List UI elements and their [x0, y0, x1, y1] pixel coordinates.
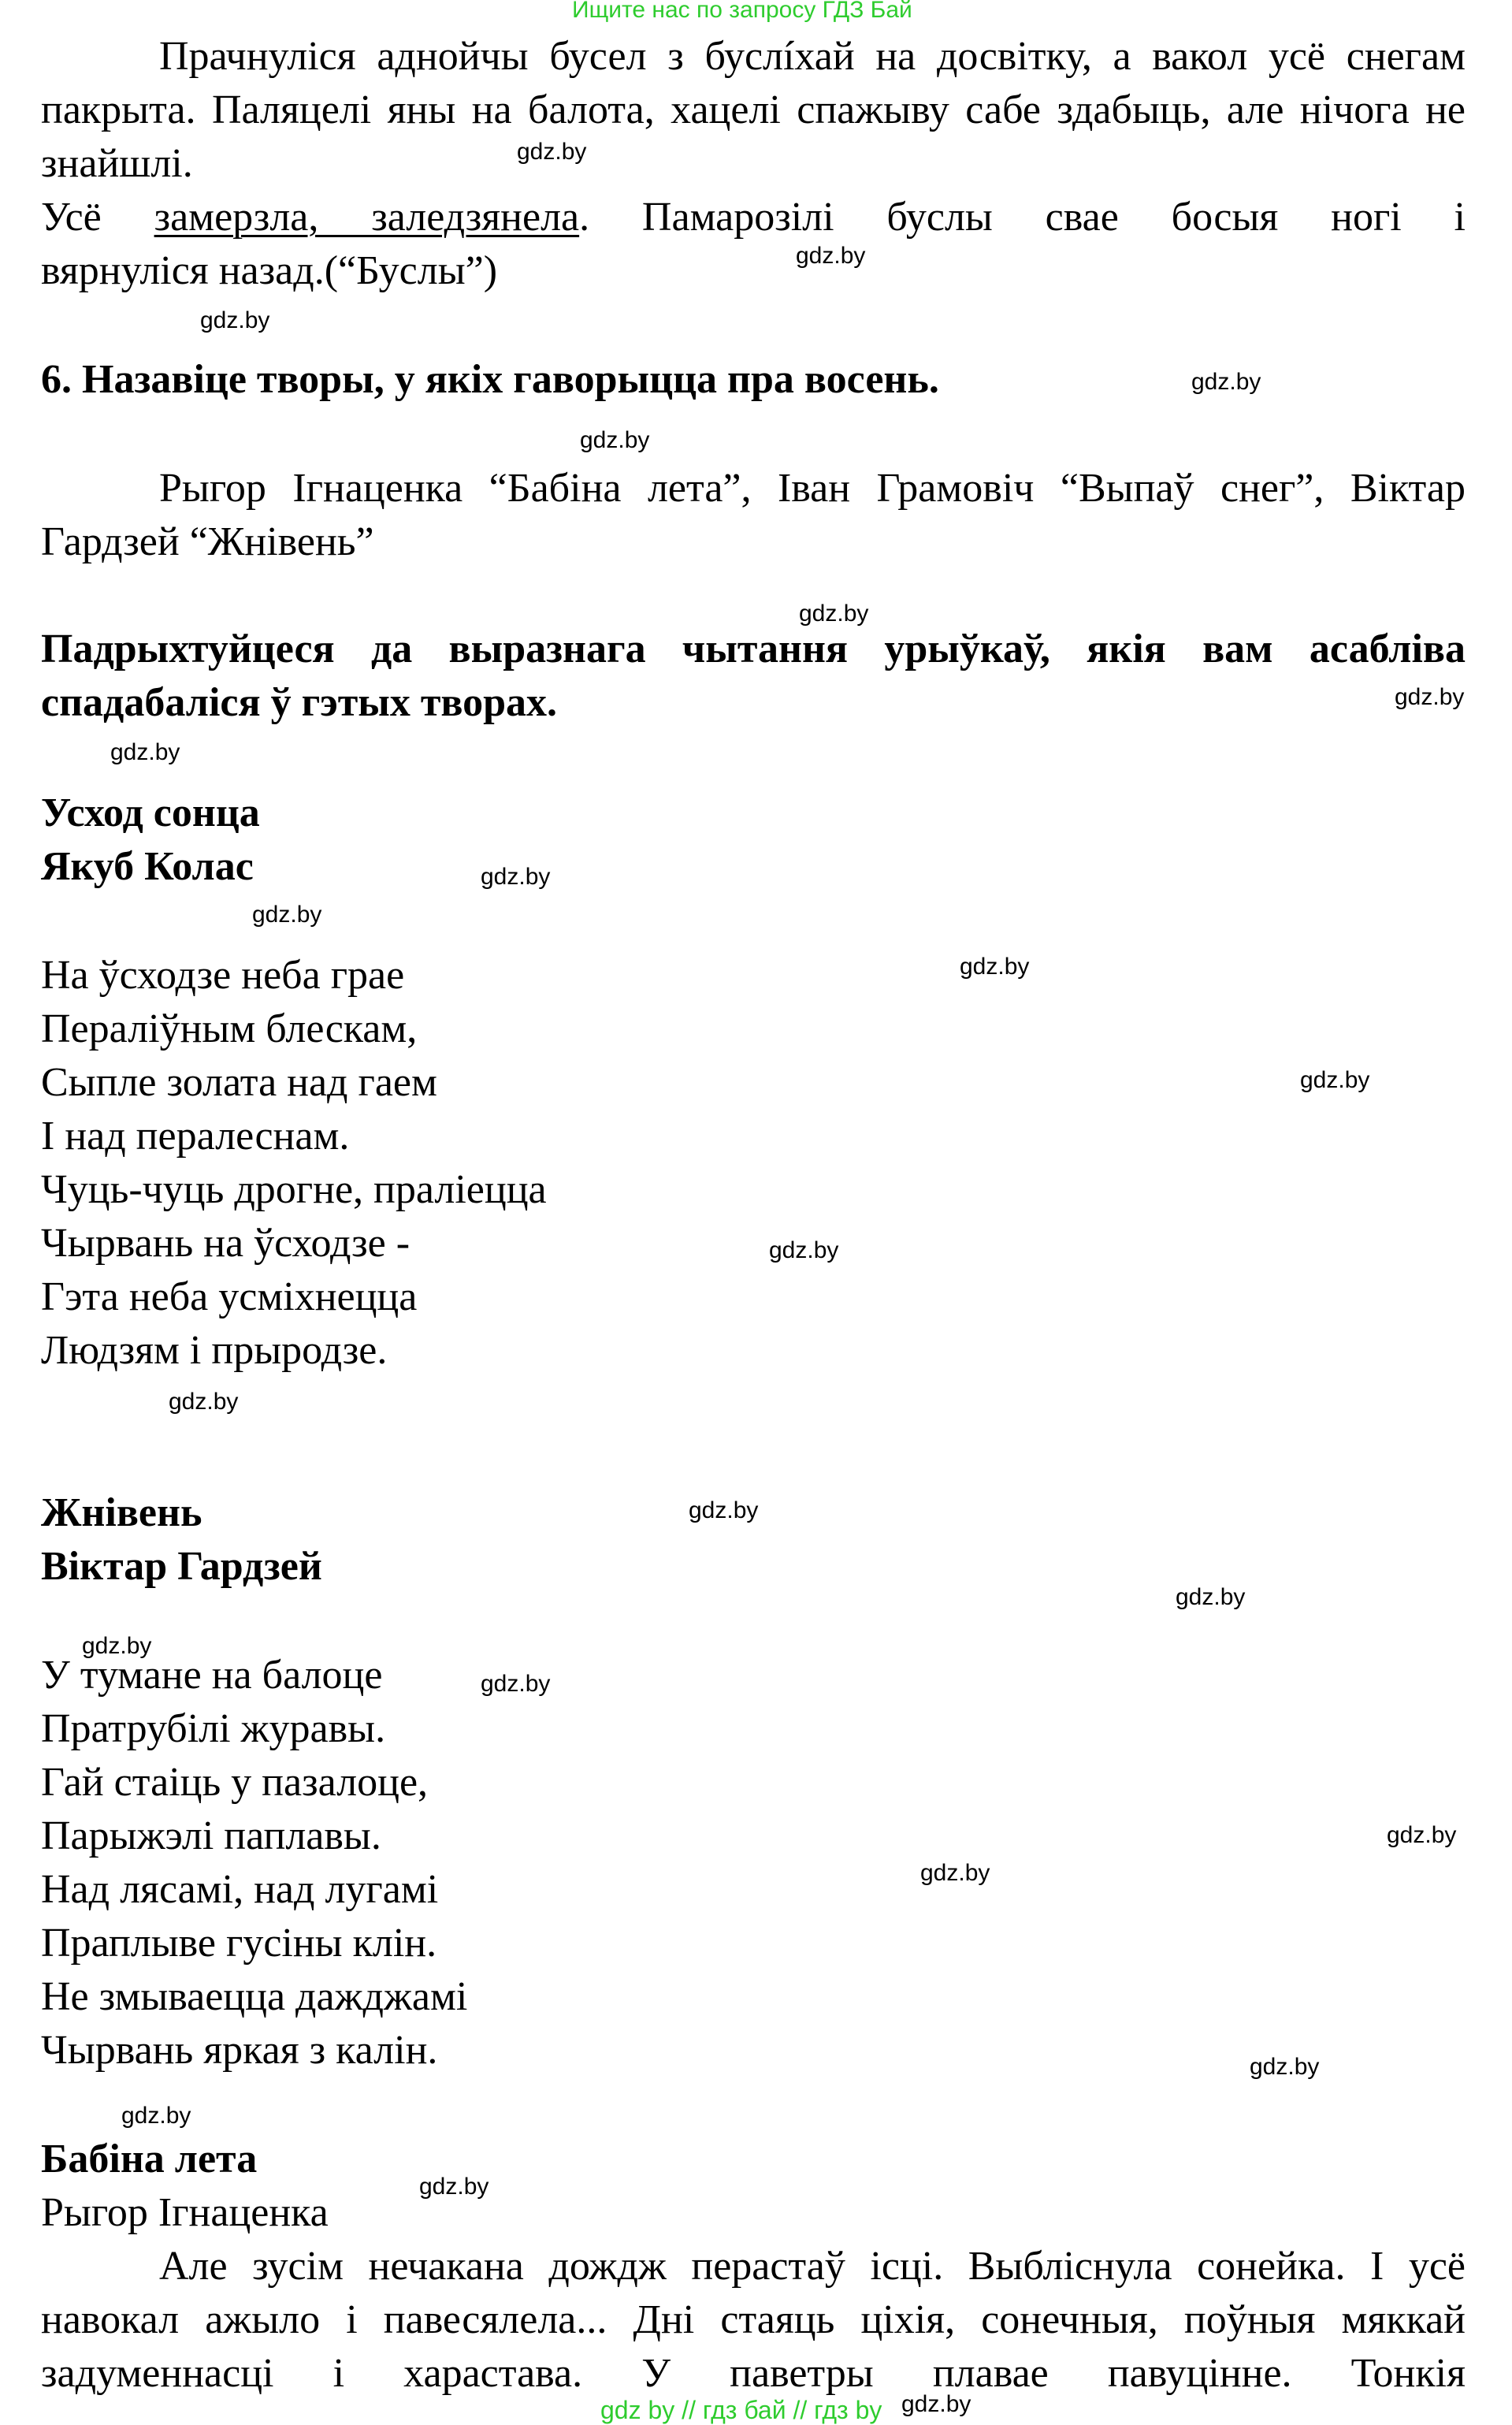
- poem-line: Пратрубілі журавы.: [41, 1706, 386, 1751]
- poem2-title: Жнівень: [41, 1490, 202, 1535]
- poem-line: І над пералеснам.: [41, 1114, 350, 1159]
- header-banner: Ищите нас по запросу ГДЗ Бай: [572, 0, 912, 23]
- poem2-author: Віктар Гардзей: [41, 1544, 322, 1589]
- watermark: gdz.by: [169, 1389, 239, 1415]
- poem-line: На ўсходзе неба грае: [41, 953, 405, 998]
- poem-line: Не змываецца дажджамі: [41, 1974, 468, 2019]
- question-6-answer: Рыгор Ігнаценка “Бабіна лета”, Іван Грамовіч “Выпаў снег”, Віктар Гардзей “Жнівень”: [41, 466, 1466, 564]
- poem-line: Пераліўным блескам,: [41, 1006, 418, 1051]
- watermark: gdz.by: [799, 601, 869, 627]
- footer-banner: gdz by // гдз бай // гдз by: [600, 2396, 882, 2424]
- intro-line-a: [41, 191, 1466, 244]
- watermark: gdz.by: [200, 307, 270, 333]
- watermark: gdz.by: [82, 1633, 152, 1659]
- poem-line: Гэта неба усміхнецца: [41, 1274, 418, 1319]
- watermark: gdz.by: [1250, 2054, 1320, 2080]
- poem-line: Чырвань яркая з калін.: [41, 2028, 438, 2073]
- watermark: gdz.by: [419, 2174, 489, 2200]
- watermark: gdz.by: [960, 954, 1030, 980]
- watermark: gdz.by: [1300, 1067, 1370, 1093]
- watermark: gdz.by: [920, 1860, 990, 1886]
- watermark: gdz.by: [517, 139, 587, 165]
- intro-line-a-suffix: . Памарозілі буслы свае босыя ногі і: [579, 195, 1466, 240]
- watermark: gdz.by: [1176, 1584, 1246, 1610]
- watermark: gdz.by: [1387, 1822, 1457, 1848]
- poem-line: Праплыве гусіны клін.: [41, 1921, 437, 1966]
- watermark: gdz.by: [121, 2103, 191, 2129]
- poem-line: У тумане на балоце: [41, 1653, 383, 1698]
- watermark: gdz.by: [769, 1237, 839, 1263]
- intro-line-b: вярнуліся назад.(“Буслы”): [41, 248, 498, 293]
- poem-line: Чырвань на ўсходзе -: [41, 1221, 411, 1266]
- watermark: gdz.by: [1191, 369, 1261, 395]
- question-6-title: 6. Назавіце творы, у якіх гаворыцца пра восень.: [41, 357, 939, 402]
- poem1-author: Якуб Колас: [41, 844, 254, 889]
- poem-line: Над лясамі, над лугамі: [41, 1867, 439, 1912]
- watermark: gdz.by: [580, 427, 650, 453]
- poem1-lines: [41, 949, 1466, 1378]
- poem-line: Парыжэлі паплавы.: [41, 1813, 381, 1858]
- watermark: gdz.by: [689, 1497, 759, 1523]
- poem2-lines: [41, 1649, 1466, 2077]
- watermark: gdz.by: [481, 864, 551, 890]
- watermark: gdz.by: [1395, 684, 1465, 710]
- watermark: gdz.by: [901, 2391, 971, 2417]
- prose-author: Рыгор Ігнаценка: [41, 2190, 329, 2235]
- underlined-phrase: замерзла, заледзянела: [154, 195, 580, 240]
- intro-line-a-prefix: Усё: [41, 195, 102, 240]
- watermark: gdz.by: [481, 1671, 551, 1697]
- poem-line: Людзям і прыродзе.: [41, 1328, 388, 1373]
- poem1-title: Усход сонца: [41, 790, 260, 835]
- poem-line: Сыпле золата над гаем: [41, 1060, 437, 1105]
- reading-task: Падрыхтуйцеся да выразнага чытання урыўкаў, якія вам асабліва спадабаліся ў гэтых творах.: [41, 627, 1466, 725]
- prose-text: Але зусім нечакана дождж перастаў ісці. Выбліснула сонейка. І усё навокал ажыло і павесялела... Дні стаяць ціхія, сонечныя, поўныя мяккай задуменнасці і харастава. У паветры плавае павуцінне. Тонкія: [41, 2244, 1466, 2396]
- watermark: gdz.by: [252, 902, 322, 928]
- poem-line: Гай стаіць у пазалоце,: [41, 1760, 429, 1805]
- prose-title: Бабіна лета: [41, 2137, 258, 2181]
- intro-paragraph: Прачнуліся аднойчы бусел з буслíхай на досвітку, а вакол усё снегам пакрыта. Паляцелі яны на балота, хацелі спажыву сабе здабыць, але нічога не знайшлі.: [41, 34, 1466, 186]
- watermark: gdz.by: [110, 739, 180, 765]
- watermark: gdz.by: [796, 243, 866, 269]
- poem-line: Чуць-чуць дрогне, праліецца: [41, 1167, 547, 1212]
